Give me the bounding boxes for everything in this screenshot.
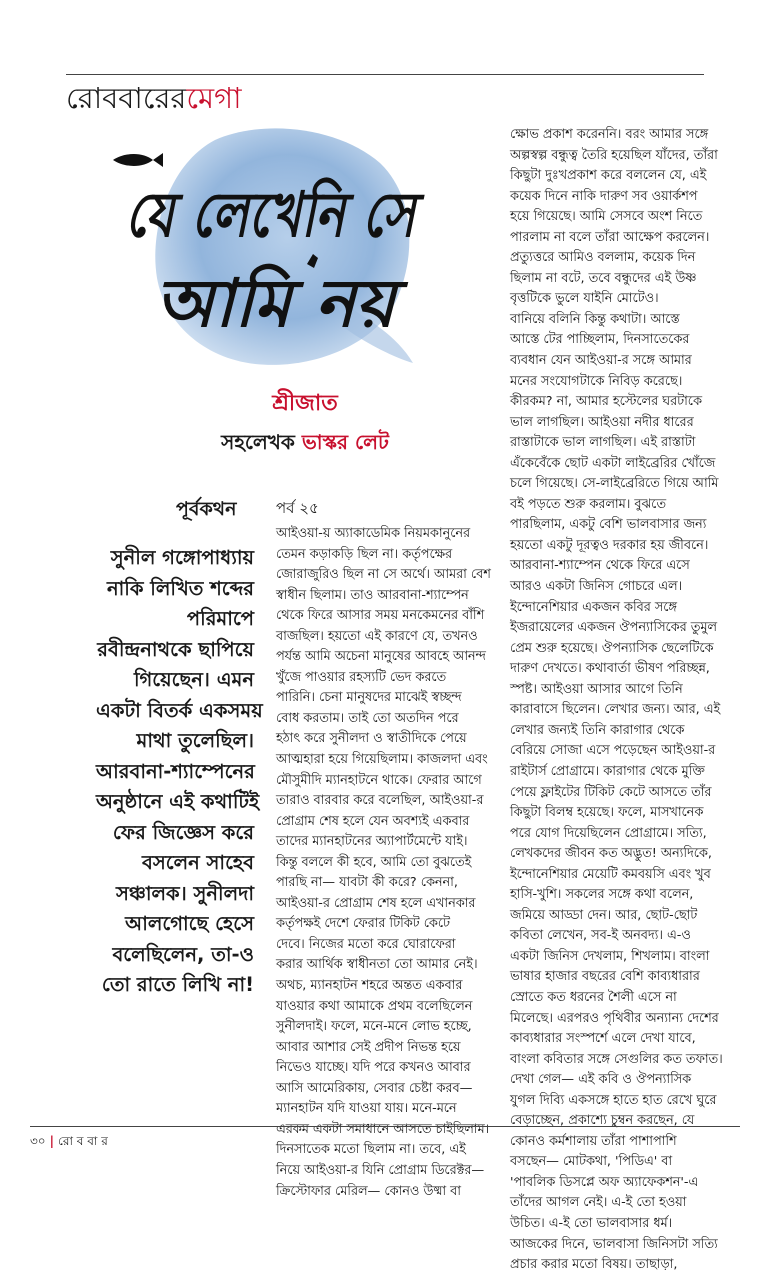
article-line: কিন্তু বললে কী হবে, আমি তো বুঝতেই [276, 854, 472, 870]
article-line: বৃত্তটিকে ভুলে যাইনি মোটেও। [510, 291, 659, 307]
article-line: বাজছিল। হয়তো এই কারণে যে, তখনও [276, 628, 478, 644]
pullquote-line: নাকি লিখিত শব্দের [106, 576, 254, 600]
article-line: মৌসুমীদি ম্যানহাটনে থাকে। ফেরার আগে [276, 772, 482, 788]
pullquote-line: আলগোছে হেসে [125, 912, 254, 935]
article-line: অল্পস্বল্প বন্ধুত্ব তৈরি হয়েছিল যাঁদের, তাঁরা [510, 147, 718, 163]
article-column-middle [276, 524, 498, 1202]
magazine-name: রো ব বা র [58, 1134, 108, 1148]
article-line: কয়েক দিনে নাকি দারুণ সব ওয়ার্কশপ [510, 188, 698, 204]
article-line: জমিয়ে আড্ডা দেন। আর, ছোট-ছোট [510, 907, 698, 923]
article-line: প্রচার করার মতো বিষয়। তাছাড়া, [510, 1257, 678, 1273]
article-line: অথচ, ম্যানহাটন শহরে অন্তত একবার [276, 978, 463, 994]
article-line: একটা জিনিস দেখলাম, শিখলাম। বাংলা [510, 948, 710, 964]
title-illustration [95, 118, 487, 388]
article-line: আসি আমেরিকায়, সেবার চেষ্টা করব— [276, 1080, 473, 1096]
article-line: পারলাম না বলে তাঁরা আক্ষেপ করলেন। [510, 229, 710, 245]
title-line-1: যে লেখেনি সে [125, 178, 487, 251]
article-line: বোধ করতাম। তাই তো অতদিন পরে [276, 710, 459, 726]
article-line: 'পাবলিক ডিসপ্লে অফ অ্যাফেকশন'-এ [510, 1174, 699, 1190]
article-line: এরকম একটা সমাধানে আসতে চাইছিলাম। [276, 1121, 490, 1137]
page-number: ৩০ [30, 1134, 46, 1148]
article-line: ইন্দোনেশিয়ার মেয়েটি কমবয়সি এবং খুব [510, 866, 711, 882]
article-line: ভাল লাগছিল। আইওয়া নদীর ধারের [510, 414, 694, 430]
article-line: দিনসাতেক মতো ছিলাম না। তবে, এই [276, 1142, 466, 1158]
article-line: ছিলাম না বটে, তবে বন্ধুদের এই উষ্ণ [510, 270, 697, 286]
article-line: এঁকেবেঁকে ছোট একটা লাইব্রেরির খোঁজে [510, 455, 716, 471]
article-line: তারাও বারবার করে বলেছিল, আইওয়া-র [276, 793, 484, 809]
article-line: ইজরায়েলের একজন ঔপন্যাসিকের তুমুল [510, 620, 717, 636]
article-line: যুগল দিব্যি একসঙ্গে হাতে হাত রেখে ঘুরে [510, 1092, 717, 1108]
article-line: স্বাধীন ছিলাম। তাও আরবানা-শ্যাম্পেন [276, 587, 469, 603]
pullquote-line: পরিমাপে [186, 607, 254, 630]
article-line: হঠাৎ করে সুনীলদা ও স্বাতীদিকে পেয়ে [276, 731, 467, 747]
pullquote-line: একটা বিতর্ক একসময় [96, 698, 263, 722]
article-line: স্রোতে কত ধরনের শৈলী এসে না [510, 989, 677, 1005]
article-line: চলে গিয়েছে। সে-লাইব্রেরিতে গিয়ে আমি [510, 476, 719, 492]
article-line: কবিতা লেখেন, সব-ই অনবদ্য। এ-ও [510, 928, 691, 944]
article-line: আইওয়া-র প্রোগ্রাম শেষ হলে এখানকার [276, 895, 476, 911]
section-header [66, 80, 242, 116]
coauthor-name: ভাস্কর লেট [301, 430, 389, 454]
article-line: পেয়ে ফ্লাইটের টিকিট কেটে আসতে তাঁর [510, 784, 712, 800]
article-line: প্রত্যুত্তরে আমিও বললাম, কয়েক দিন [510, 250, 696, 266]
top-rule [66, 74, 704, 75]
article-line: আইওয়া-য় অ্যাকাডেমিক নিয়মকানুনের [276, 526, 471, 541]
article-line: ইন্দোনেশিয়ার একজন কবির সঙ্গে [510, 599, 677, 615]
byline [140, 389, 470, 457]
article-line: থেকে ফিরে আসার সময় মনকেমনের বাঁশি [276, 608, 485, 624]
article-line: পারছি না— যাবটা কী করে? কেননা, [276, 875, 458, 891]
article-line: প্রোগ্রাম শেষ হলে যেন অবশ্যই একবার [276, 813, 470, 829]
article-line: দেবে। নিজের মতো করে ঘোরাফেরা [276, 936, 456, 952]
article-line: কাব্যধারার সংস্পর্শে এলে দেখা যাবে, [510, 1031, 696, 1047]
pullquote-line: অনুষ্ঠানে এই কথাটিই [96, 790, 260, 813]
pullquote-line: রবীন্দ্রনাথকে ছাপিয়ে [97, 637, 254, 661]
article-line: পারিনি। চেনা মানুষদের মাঝেই স্বচ্ছন্দ [276, 690, 462, 706]
article-line: পরে যোগ দিয়েছিলেন প্রোগ্রামে। সত্যি, [510, 825, 707, 841]
article-line: মিলেছে। এরপরও পৃথিবীর অন্যান্য দেশের [510, 1010, 719, 1026]
pullquote-line: তো রাতে লিখি না! [101, 973, 254, 996]
article-line: লেখার জন্যই তিনি কারাগার থেকে [510, 722, 685, 738]
pullquote-line: সুনীল গঙ্গোপাধ্যায় [110, 546, 254, 569]
article-line: কীরকম? না, আমার হস্টেলের ঘরটাকে [510, 394, 702, 410]
article-line: দারুণ দেখতে। কথাবার্তা ভীষণ পরিচ্ছন্ন, [510, 661, 710, 677]
pullquote-line: সঞ্চালক। সুনীলদা [115, 881, 254, 905]
article-line: বই পড়তে শুরু করলাম। বুঝতে [510, 496, 666, 512]
article-line: আরবানা-শ্যাম্পেন থেকে ফিরে এসে [510, 558, 690, 574]
article-line: প্রেম শুরু হয়েছে। ঔপন্যাসিক ছেলেটিকে [510, 640, 714, 656]
pull-quote [96, 543, 263, 1001]
author-name: শ্রীজাত [272, 391, 338, 416]
article-line: আত্মহারা হয়ে গিয়েছিলাম। কাজলদা এবং [276, 752, 488, 768]
article-line: পর্যন্ত আমি অচেনা মানুষের আবহে আনন্দ [276, 649, 486, 665]
article-line: বানিয়ে বলিনি কিন্তু কথাটা। আস্তে [510, 311, 680, 327]
article-line: নিয়ে আইওয়া-র যিনি প্রোগ্রাম ডিরেক্টর— [276, 1162, 485, 1178]
article-line: বাংলা কবিতার সঙ্গে সেগুলির কত তফাত। [510, 1051, 723, 1067]
article-line: কর্তৃপক্ষই দেশে ফেরার টিকিট কেটে [276, 916, 450, 932]
pullquote-line: ফের জিজ্ঞেস করে [112, 820, 254, 844]
article-line: মনের সংযোগটাকে নিবিড় করেছে। [510, 373, 683, 389]
pullquote-line: আরবানা-শ্যাম্পেনের [96, 759, 255, 783]
article-line: বেড়াচ্ছেন, প্রকাশ্যে চুম্বন করছেন, যে [510, 1113, 695, 1129]
coauthor-label: সহলেখক [221, 430, 295, 454]
section-prefix: রোববারের [66, 81, 187, 115]
fish-icon [113, 153, 163, 167]
article-line: ব্যবধান যেন আইওয়া-র সঙ্গে আমার [510, 353, 692, 369]
article-line: রাস্তাটাকে ভাল লাগছিল। এই রাস্তাটা [510, 435, 696, 451]
pullquote-line: গিয়েছেন। এমন [133, 668, 254, 691]
article-line: হয়ে গিয়েছে। আমি সেসবে অংশ নিতে [510, 209, 703, 225]
article-line: পারছিলাম, একটু বেশি ভালবাসার জন্য [510, 517, 707, 533]
article-column-right [510, 125, 724, 1276]
article-line: আরও একটা জিনিস গোচরে এল। [510, 579, 683, 595]
article-line: আজকের দিনে, ভালবাসা জিনিসটা সত্যি [510, 1236, 718, 1252]
episode-number: পর্ব ২৫ [276, 499, 319, 517]
pullquote-line: মাথা তুলেছিল। [136, 729, 254, 752]
article-line: যাওয়ার কথা আমাকে প্রথম বলেছিলেন [276, 998, 473, 1014]
article-line: কিছুটা দুঃখপ্রকাশ করে বললেন যে, এই [510, 168, 707, 184]
article-line: নিভেও যাচ্ছে। যদি পরে কখনও আবার [276, 1060, 471, 1076]
page-footer [30, 1133, 108, 1153]
section-highlight: মেগা [186, 81, 242, 115]
article-line: তাদের ম্যানহাটনের অ্যাপার্টমেন্টে যাই। [276, 834, 468, 850]
article-line: দেখা গেল— এই কবি ও ঔপন্যাসিক [510, 1072, 692, 1088]
article-line: ক্ষোভ প্রকাশ করেননি। বরং আমার সঙ্গে [510, 127, 709, 142]
title-line-2: আমি নয় [155, 264, 389, 342]
article-line: স্পষ্ট। আইওয়া আসার আগে তিনি [510, 681, 683, 697]
article-line: উচিত। এ-ই তো ভালবাসার ধর্ম। [510, 1215, 673, 1231]
title-artwork [95, 118, 487, 388]
article-line: জোরাজুরিও ছিল না সে অর্থে। আমরা বেশ [276, 567, 491, 583]
article-line: কিছুটা বিলম্ব হয়েছে। ফলে, মাসখানেক [510, 805, 704, 821]
article-line: বসছেন— মোটকথা, 'পিডিএ' বা [510, 1154, 673, 1170]
article-line: সুনীলদাই। ফলে, মনে-মনে লোভ হচ্ছে, [276, 1019, 472, 1035]
article-line: খুঁজে পাওয়ার রহস্যটি ভেদ করতে [276, 669, 447, 685]
article-line: কারাবাসে ছিলেন। লেখার জন্য। আর, এই [510, 702, 721, 718]
article-line: হাসি-খুশি। সকলের সঙ্গে কথা বলেন, [510, 887, 694, 903]
footer-rule [30, 1126, 740, 1127]
article-line: তাঁদের আগল নেই। এ-ই তো হওয়া [510, 1195, 687, 1211]
article-line: কোনও কর্মশালায় তাঁরা পাশাপাশি [510, 1133, 677, 1149]
article-line: আবার আশার সেই প্রদীপ নিভন্ত হয়ে [276, 1039, 461, 1055]
article-line: তেমন কড়াকড়ি ছিল না। কর্তৃপক্ষের [276, 546, 453, 562]
article-line: রাইটার্স প্রোগ্রামে। কারাগার থেকে মুক্তি [510, 763, 705, 779]
article-line: ম্যানহাটন যদি যাওয়া যায়। মনে-মনে [276, 1101, 457, 1117]
article-line: বেরিয়ে সোজা এসে পড়েছেন আইওয়া-র [510, 743, 716, 759]
article-line: হয়তো একটু দূরত্বও দরকার হয় জীবনে। [510, 537, 709, 553]
folio-separator: | [49, 1134, 54, 1148]
pullquote-line: বসলেন সাহেব [142, 851, 254, 874]
article-line: আস্তে টের পাচ্ছিলাম, দিনসাতেকের [510, 332, 690, 348]
article-line: ভাষার হাজার বছরের বেশি কাব্যধারার [510, 969, 700, 985]
article-line: লেখকদের জীবন কত অদ্ভুত! অন্যদিকে, [510, 846, 712, 862]
article-line: ক্রিস্টোফার মেরিল— কোনও উষ্মা বা [276, 1183, 462, 1199]
article-line: করার আর্থিক স্বাধীনতা তো আমার নেই। [276, 957, 478, 973]
recap-heading: পূর্বকথন [176, 498, 237, 520]
pullquote-line: বলেছিলেন, তা-ও [112, 942, 254, 966]
coauthor-line [140, 427, 470, 457]
